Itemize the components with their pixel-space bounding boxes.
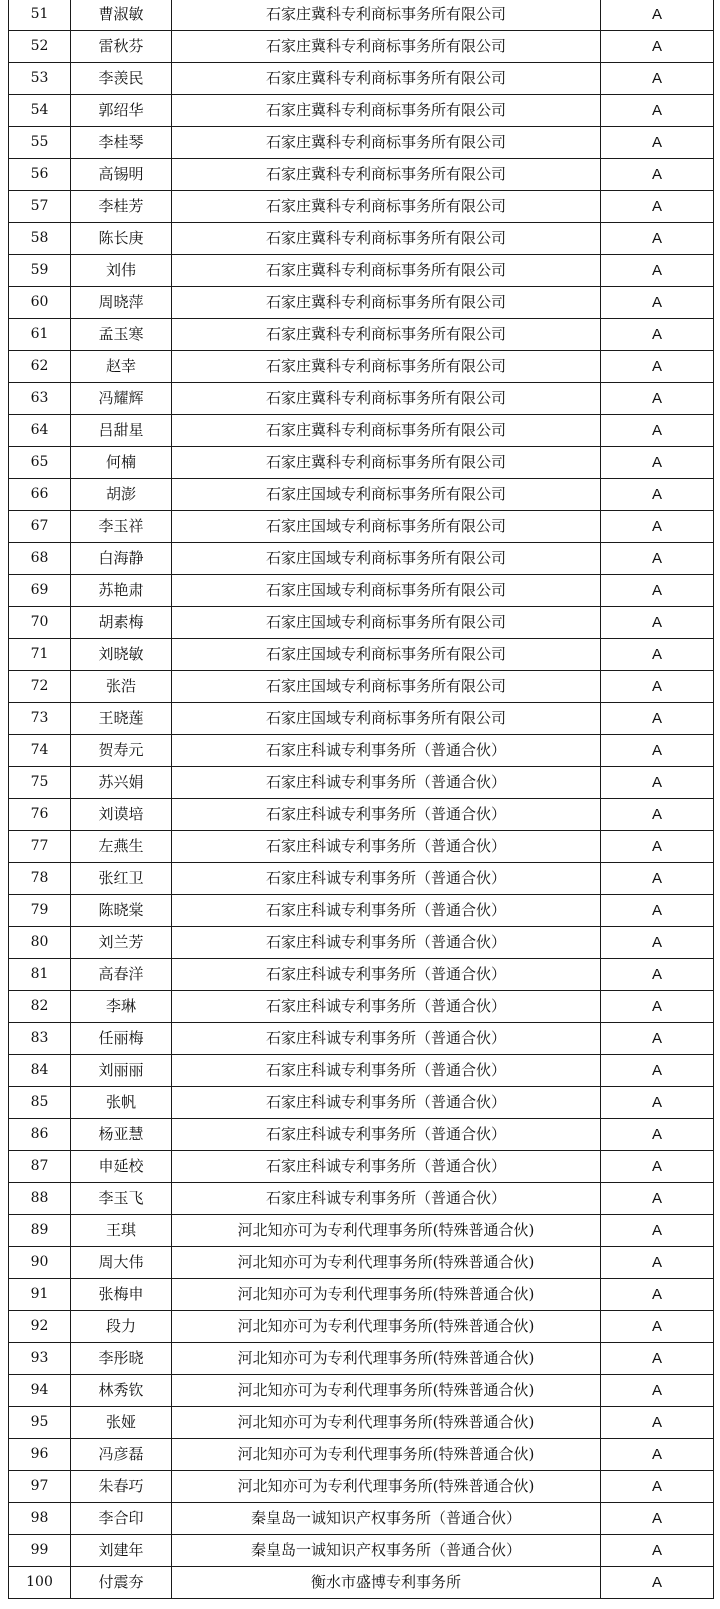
grade-cell: A: [601, 927, 714, 959]
agent-name-cell: 刘谟培: [71, 799, 172, 831]
grade-cell: A: [601, 1119, 714, 1151]
agent-name-cell: 李羡民: [71, 63, 172, 95]
table-row: [9, 415, 714, 447]
firm-name-cell: 石家庄科诚专利事务所（普通合伙）: [172, 831, 601, 863]
agent-name-cell: 段力: [71, 1311, 172, 1343]
agent-name-cell: 李琳: [71, 991, 172, 1023]
table-row: [9, 575, 714, 607]
grade-cell: A: [601, 831, 714, 863]
agent-name-cell: 周大伟: [71, 1247, 172, 1279]
row-number-cell: 51: [9, 0, 71, 31]
table-row: [9, 1471, 714, 1503]
row-number-cell: 60: [9, 287, 71, 319]
table-row: [9, 1439, 714, 1471]
agent-name-cell: 张帆: [71, 1087, 172, 1119]
row-number-cell: 90: [9, 1247, 71, 1279]
firm-name-cell: 河北知亦可为专利代理事务所(特殊普通合伙): [172, 1215, 601, 1247]
agent-name-cell: 任丽梅: [71, 1023, 172, 1055]
firm-name-cell: 石家庄科诚专利事务所（普通合伙）: [172, 959, 601, 991]
grade-cell: A: [601, 1183, 714, 1215]
grade-cell: A: [601, 1343, 714, 1375]
table-row: [9, 767, 714, 799]
grade-cell: A: [601, 799, 714, 831]
row-number-cell: 71: [9, 639, 71, 671]
row-number-cell: 86: [9, 1119, 71, 1151]
table-body: [9, 0, 714, 1599]
row-number-cell: 76: [9, 799, 71, 831]
agent-name-cell: 刘伟: [71, 255, 172, 287]
firm-name-cell: 石家庄科诚专利事务所（普通合伙）: [172, 1055, 601, 1087]
table-row: [9, 639, 714, 671]
agent-name-cell: 冯耀辉: [71, 383, 172, 415]
firm-name-cell: 石家庄科诚专利事务所（普通合伙）: [172, 927, 601, 959]
firm-name-cell: 石家庄冀科专利商标事务所有限公司: [172, 95, 601, 127]
agent-name-cell: 李桂琴: [71, 127, 172, 159]
agent-name-cell: 杨亚慧: [71, 1119, 172, 1151]
table-row: [9, 671, 714, 703]
table-row: [9, 543, 714, 575]
grade-cell: A: [601, 1471, 714, 1503]
table-row: [9, 1535, 714, 1567]
row-number-cell: 99: [9, 1535, 71, 1567]
agent-name-cell: 何楠: [71, 447, 172, 479]
row-number-cell: 62: [9, 351, 71, 383]
row-number-cell: 78: [9, 863, 71, 895]
firm-name-cell: 石家庄冀科专利商标事务所有限公司: [172, 383, 601, 415]
row-number-cell: 77: [9, 831, 71, 863]
agent-name-cell: 陈长庚: [71, 223, 172, 255]
table-row: [9, 703, 714, 735]
grade-cell: A: [601, 895, 714, 927]
firm-name-cell: 石家庄国域专利商标事务所有限公司: [172, 671, 601, 703]
row-number-cell: 52: [9, 31, 71, 63]
grade-cell: A: [601, 1503, 714, 1535]
firm-name-cell: 石家庄国域专利商标事务所有限公司: [172, 511, 601, 543]
firm-name-cell: 石家庄科诚专利事务所（普通合伙）: [172, 1087, 601, 1119]
row-number-cell: 64: [9, 415, 71, 447]
row-number-cell: 68: [9, 543, 71, 575]
grade-cell: A: [601, 1151, 714, 1183]
row-number-cell: 59: [9, 255, 71, 287]
table-row: [9, 735, 714, 767]
firm-name-cell: 秦皇岛一诚知识产权事务所（普通合伙）: [172, 1535, 601, 1567]
row-number-cell: 100: [9, 1567, 71, 1599]
firm-name-cell: 石家庄科诚专利事务所（普通合伙）: [172, 991, 601, 1023]
firm-name-cell: 石家庄科诚专利事务所（普通合伙）: [172, 767, 601, 799]
agent-name-cell: 吕甜星: [71, 415, 172, 447]
agent-name-cell: 曹淑敏: [71, 0, 172, 31]
table-row: [9, 1055, 714, 1087]
grade-cell: A: [601, 543, 714, 575]
firm-name-cell: 石家庄科诚专利事务所（普通合伙）: [172, 799, 601, 831]
firm-name-cell: 石家庄冀科专利商标事务所有限公司: [172, 31, 601, 63]
grade-cell: A: [601, 1535, 714, 1567]
table-row: [9, 223, 714, 255]
firm-name-cell: 石家庄冀科专利商标事务所有限公司: [172, 415, 601, 447]
agent-name-cell: 刘兰芳: [71, 927, 172, 959]
grade-cell: A: [601, 575, 714, 607]
agent-name-cell: 李玉飞: [71, 1183, 172, 1215]
firm-name-cell: 石家庄科诚专利事务所（普通合伙）: [172, 863, 601, 895]
row-number-cell: 54: [9, 95, 71, 127]
agent-name-cell: 王晓莲: [71, 703, 172, 735]
agent-name-cell: 朱春巧: [71, 1471, 172, 1503]
table-row: [9, 607, 714, 639]
table-row: [9, 447, 714, 479]
table-row: [9, 1343, 714, 1375]
agent-name-cell: 赵幸: [71, 351, 172, 383]
firm-name-cell: 石家庄科诚专利事务所（普通合伙）: [172, 1183, 601, 1215]
row-number-cell: 98: [9, 1503, 71, 1535]
table-row: [9, 1215, 714, 1247]
table-row: [9, 1279, 714, 1311]
firm-name-cell: 河北知亦可为专利代理事务所(特殊普通合伙): [172, 1375, 601, 1407]
row-number-cell: 74: [9, 735, 71, 767]
firm-name-cell: 石家庄冀科专利商标事务所有限公司: [172, 127, 601, 159]
firm-name-cell: 石家庄科诚专利事务所（普通合伙）: [172, 895, 601, 927]
firm-name-cell: 秦皇岛一诚知识产权事务所（普通合伙）: [172, 1503, 601, 1535]
row-number-cell: 69: [9, 575, 71, 607]
table-row: [9, 1503, 714, 1535]
table-row: [9, 31, 714, 63]
firm-name-cell: 石家庄冀科专利商标事务所有限公司: [172, 319, 601, 351]
grade-cell: A: [601, 1279, 714, 1311]
grade-cell: A: [601, 607, 714, 639]
table-row: [9, 1407, 714, 1439]
table-row: [9, 1567, 714, 1599]
row-number-cell: 88: [9, 1183, 71, 1215]
row-number-cell: 57: [9, 191, 71, 223]
agent-name-cell: 高春洋: [71, 959, 172, 991]
row-number-cell: 92: [9, 1311, 71, 1343]
row-number-cell: 55: [9, 127, 71, 159]
agent-name-cell: 胡素梅: [71, 607, 172, 639]
agent-name-cell: 李桂芳: [71, 191, 172, 223]
agent-name-cell: 郭绍华: [71, 95, 172, 127]
firm-name-cell: 石家庄国域专利商标事务所有限公司: [172, 607, 601, 639]
row-number-cell: 73: [9, 703, 71, 735]
table-row: [9, 1183, 714, 1215]
grade-cell: A: [601, 447, 714, 479]
grade-cell: A: [601, 0, 714, 31]
row-number-cell: 81: [9, 959, 71, 991]
table-row: [9, 319, 714, 351]
firm-name-cell: 河北知亦可为专利代理事务所(特殊普通合伙): [172, 1247, 601, 1279]
firm-name-cell: 河北知亦可为专利代理事务所(特殊普通合伙): [172, 1471, 601, 1503]
firm-name-cell: 石家庄国域专利商标事务所有限公司: [172, 575, 601, 607]
agent-name-cell: 贺寿元: [71, 735, 172, 767]
grade-cell: A: [601, 1247, 714, 1279]
row-number-cell: 87: [9, 1151, 71, 1183]
row-number-cell: 82: [9, 991, 71, 1023]
grade-cell: A: [601, 863, 714, 895]
firm-name-cell: 河北知亦可为专利代理事务所(特殊普通合伙): [172, 1279, 601, 1311]
firm-name-cell: 河北知亦可为专利代理事务所(特殊普通合伙): [172, 1407, 601, 1439]
agent-name-cell: 张娅: [71, 1407, 172, 1439]
table-row: [9, 255, 714, 287]
grade-cell: A: [601, 1023, 714, 1055]
grade-cell: A: [601, 1567, 714, 1599]
table-row: [9, 1023, 714, 1055]
row-number-cell: 79: [9, 895, 71, 927]
grade-cell: A: [601, 383, 714, 415]
table-row: [9, 383, 714, 415]
table-row: [9, 831, 714, 863]
row-number-cell: 96: [9, 1439, 71, 1471]
agent-name-cell: 张浩: [71, 671, 172, 703]
grade-cell: A: [601, 223, 714, 255]
grade-cell: A: [601, 1407, 714, 1439]
grade-cell: A: [601, 351, 714, 383]
agent-name-cell: 林秀钦: [71, 1375, 172, 1407]
row-number-cell: 94: [9, 1375, 71, 1407]
table-row: [9, 511, 714, 543]
row-number-cell: 63: [9, 383, 71, 415]
grade-cell: A: [601, 511, 714, 543]
firm-name-cell: 石家庄冀科专利商标事务所有限公司: [172, 159, 601, 191]
firm-name-cell: 石家庄冀科专利商标事务所有限公司: [172, 63, 601, 95]
grade-cell: A: [601, 703, 714, 735]
grade-cell: A: [601, 1311, 714, 1343]
grade-cell: A: [601, 255, 714, 287]
firm-name-cell: 石家庄冀科专利商标事务所有限公司: [172, 447, 601, 479]
row-number-cell: 75: [9, 767, 71, 799]
grade-cell: A: [601, 1215, 714, 1247]
table-row: [9, 95, 714, 127]
table-row: [9, 1375, 714, 1407]
table-row: [9, 1119, 714, 1151]
agent-name-cell: 张梅申: [71, 1279, 172, 1311]
grade-cell: A: [601, 1087, 714, 1119]
agent-name-cell: 陈晓棠: [71, 895, 172, 927]
firm-name-cell: 衡水市盛博专利事务所: [172, 1567, 601, 1599]
agent-name-cell: 左燕生: [71, 831, 172, 863]
grade-cell: A: [601, 127, 714, 159]
agent-name-cell: 李玉祥: [71, 511, 172, 543]
row-number-cell: 97: [9, 1471, 71, 1503]
table-row: [9, 959, 714, 991]
agent-rating-table: [8, 0, 714, 1599]
firm-name-cell: 石家庄冀科专利商标事务所有限公司: [172, 0, 601, 31]
firm-name-cell: 石家庄国域专利商标事务所有限公司: [172, 479, 601, 511]
grade-cell: A: [601, 63, 714, 95]
agent-name-cell: 孟玉寒: [71, 319, 172, 351]
agent-name-cell: 冯彦磊: [71, 1439, 172, 1471]
row-number-cell: 58: [9, 223, 71, 255]
firm-name-cell: 河北知亦可为专利代理事务所(特殊普通合伙): [172, 1439, 601, 1471]
table-row: [9, 895, 714, 927]
agent-name-cell: 苏兴娟: [71, 767, 172, 799]
grade-cell: A: [601, 319, 714, 351]
table-row: [9, 63, 714, 95]
grade-cell: A: [601, 1375, 714, 1407]
firm-name-cell: 石家庄冀科专利商标事务所有限公司: [172, 255, 601, 287]
row-number-cell: 53: [9, 63, 71, 95]
firm-name-cell: 石家庄冀科专利商标事务所有限公司: [172, 351, 601, 383]
grade-cell: A: [601, 159, 714, 191]
table-row: [9, 799, 714, 831]
row-number-cell: 67: [9, 511, 71, 543]
firm-name-cell: 石家庄冀科专利商标事务所有限公司: [172, 287, 601, 319]
grade-cell: A: [601, 767, 714, 799]
firm-name-cell: 河北知亦可为专利代理事务所(特殊普通合伙): [172, 1311, 601, 1343]
table-row: [9, 479, 714, 511]
agent-name-cell: 王琪: [71, 1215, 172, 1247]
table-row: [9, 1151, 714, 1183]
row-number-cell: 65: [9, 447, 71, 479]
grade-cell: A: [601, 31, 714, 63]
agent-name-cell: 张红卫: [71, 863, 172, 895]
row-number-cell: 89: [9, 1215, 71, 1247]
firm-name-cell: 石家庄冀科专利商标事务所有限公司: [172, 191, 601, 223]
table-row: [9, 1087, 714, 1119]
row-number-cell: 95: [9, 1407, 71, 1439]
agent-name-cell: 苏艳肃: [71, 575, 172, 607]
row-number-cell: 93: [9, 1343, 71, 1375]
firm-name-cell: 石家庄国域专利商标事务所有限公司: [172, 639, 601, 671]
grade-cell: A: [601, 415, 714, 447]
table-row: [9, 287, 714, 319]
grade-cell: A: [601, 991, 714, 1023]
grade-cell: A: [601, 1439, 714, 1471]
firm-name-cell: 河北知亦可为专利代理事务所(特殊普通合伙): [172, 1343, 601, 1375]
firm-name-cell: 石家庄国域专利商标事务所有限公司: [172, 703, 601, 735]
table-row: [9, 1311, 714, 1343]
row-number-cell: 80: [9, 927, 71, 959]
agent-name-cell: 高锡明: [71, 159, 172, 191]
agent-name-cell: 胡澎: [71, 479, 172, 511]
agent-name-cell: 申延校: [71, 1151, 172, 1183]
table-row: [9, 351, 714, 383]
grade-cell: A: [601, 639, 714, 671]
table-row: [9, 863, 714, 895]
table-row: [9, 927, 714, 959]
agent-name-cell: 付震夯: [71, 1567, 172, 1599]
row-number-cell: 66: [9, 479, 71, 511]
row-number-cell: 56: [9, 159, 71, 191]
grade-cell: A: [601, 959, 714, 991]
grade-cell: A: [601, 671, 714, 703]
table-row: [9, 191, 714, 223]
table-row: [9, 991, 714, 1023]
table-row: [9, 127, 714, 159]
grade-cell: A: [601, 95, 714, 127]
firm-name-cell: 石家庄冀科专利商标事务所有限公司: [172, 223, 601, 255]
row-number-cell: 83: [9, 1023, 71, 1055]
row-number-cell: 85: [9, 1087, 71, 1119]
agent-name-cell: 刘丽丽: [71, 1055, 172, 1087]
table-row: [9, 159, 714, 191]
agent-name-cell: 李合印: [71, 1503, 172, 1535]
agent-name-cell: 白海静: [71, 543, 172, 575]
grade-cell: A: [601, 479, 714, 511]
firm-name-cell: 石家庄科诚专利事务所（普通合伙）: [172, 735, 601, 767]
grade-cell: A: [601, 191, 714, 223]
agent-name-cell: 刘晓敏: [71, 639, 172, 671]
agent-name-cell: 刘建年: [71, 1535, 172, 1567]
firm-name-cell: 石家庄国域专利商标事务所有限公司: [172, 543, 601, 575]
grade-cell: A: [601, 735, 714, 767]
row-number-cell: 61: [9, 319, 71, 351]
row-number-cell: 72: [9, 671, 71, 703]
agent-name-cell: 雷秋芬: [71, 31, 172, 63]
firm-name-cell: 石家庄科诚专利事务所（普通合伙）: [172, 1151, 601, 1183]
row-number-cell: 70: [9, 607, 71, 639]
row-number-cell: 84: [9, 1055, 71, 1087]
table-row: [9, 1247, 714, 1279]
firm-name-cell: 石家庄科诚专利事务所（普通合伙）: [172, 1119, 601, 1151]
firm-name-cell: 石家庄科诚专利事务所（普通合伙）: [172, 1023, 601, 1055]
table-row: [9, 0, 714, 31]
grade-cell: A: [601, 287, 714, 319]
agent-name-cell: 李彤晓: [71, 1343, 172, 1375]
row-number-cell: 91: [9, 1279, 71, 1311]
agent-name-cell: 周晓萍: [71, 287, 172, 319]
grade-cell: A: [601, 1055, 714, 1087]
